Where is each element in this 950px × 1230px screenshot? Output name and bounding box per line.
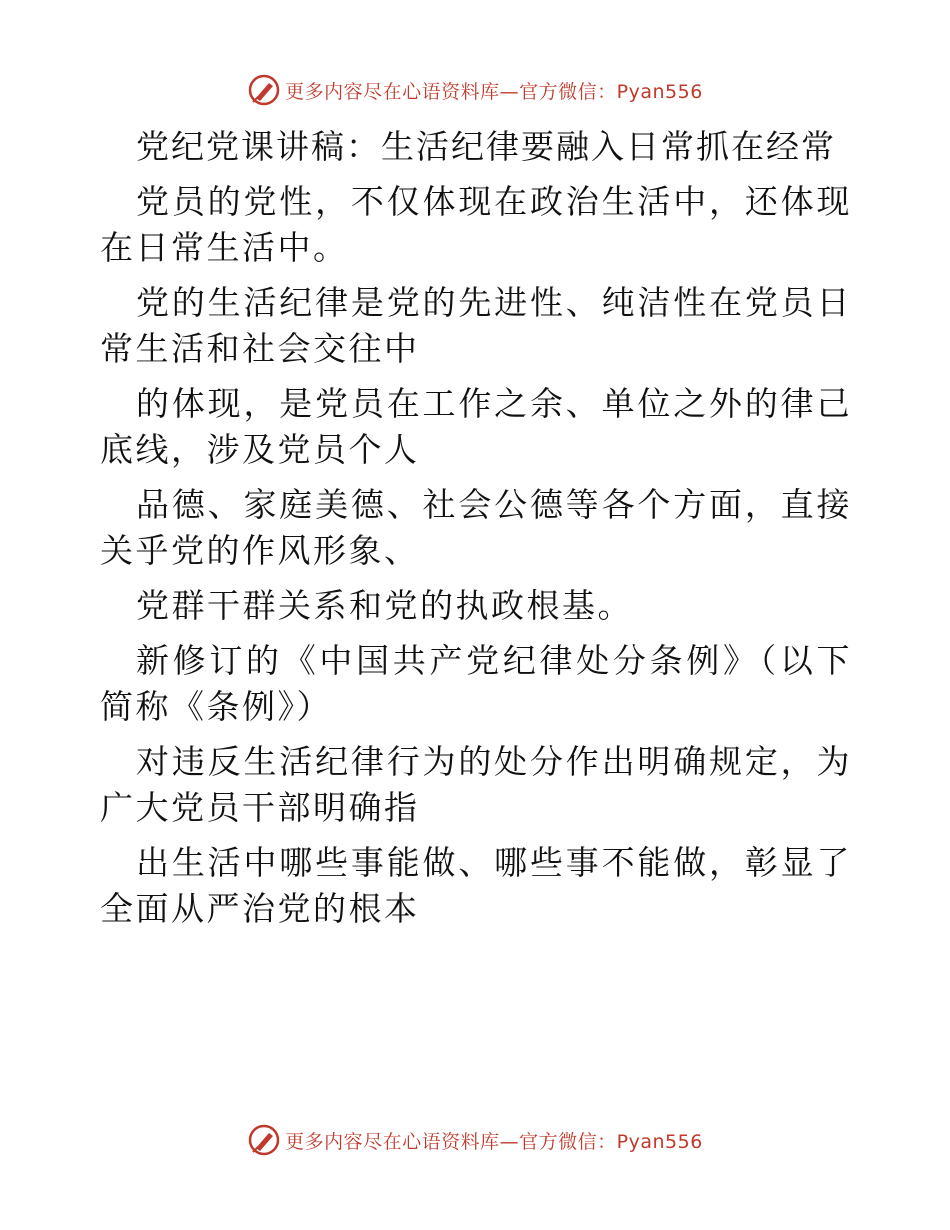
footer-watermark: [0, 1120, 950, 1160]
paragraph: 的体现，是党员在工作之余、单位之外的律己底线，涉及党员个人: [100, 384, 852, 469]
header-watermark: [0, 70, 950, 110]
paragraph: 新修订的《中国共产党纪律处分条例》（以下简称《条例》）: [100, 641, 852, 726]
paragraph: 党群干群关系和党的执政根基。: [136, 586, 633, 625]
pen-seal-icon: [247, 73, 281, 107]
document-title: 党纪党课讲稿：生活纪律要融入日常抓在经常: [136, 127, 836, 166]
paragraph: 出生活中哪些事能做、哪些事不能做，彰显了全面从严治党的根本: [100, 843, 852, 928]
paragraph: 品德、家庭美德、社会公德等各个方面，直接关乎党的作风形象、: [100, 485, 852, 570]
document-body: [100, 124, 852, 941]
pen-seal-icon: [247, 1123, 281, 1157]
paragraph: 党的生活纪律是党的先进性、纯洁性在党员日常生活和社会交往中: [100, 283, 852, 368]
watermark-text: 更多内容尽在心语资料库—官方微信：Pyan556: [285, 80, 703, 103]
paragraph: 对违反生活纪律行为的处分作出明确规定，为广大党员干部明确指: [100, 742, 852, 827]
watermark-text: 更多内容尽在心语资料库—官方微信：Pyan556: [285, 1130, 703, 1153]
paragraph: 党员的党性，不仅体现在政治生活中，还体现在日常生活中。: [100, 182, 852, 267]
